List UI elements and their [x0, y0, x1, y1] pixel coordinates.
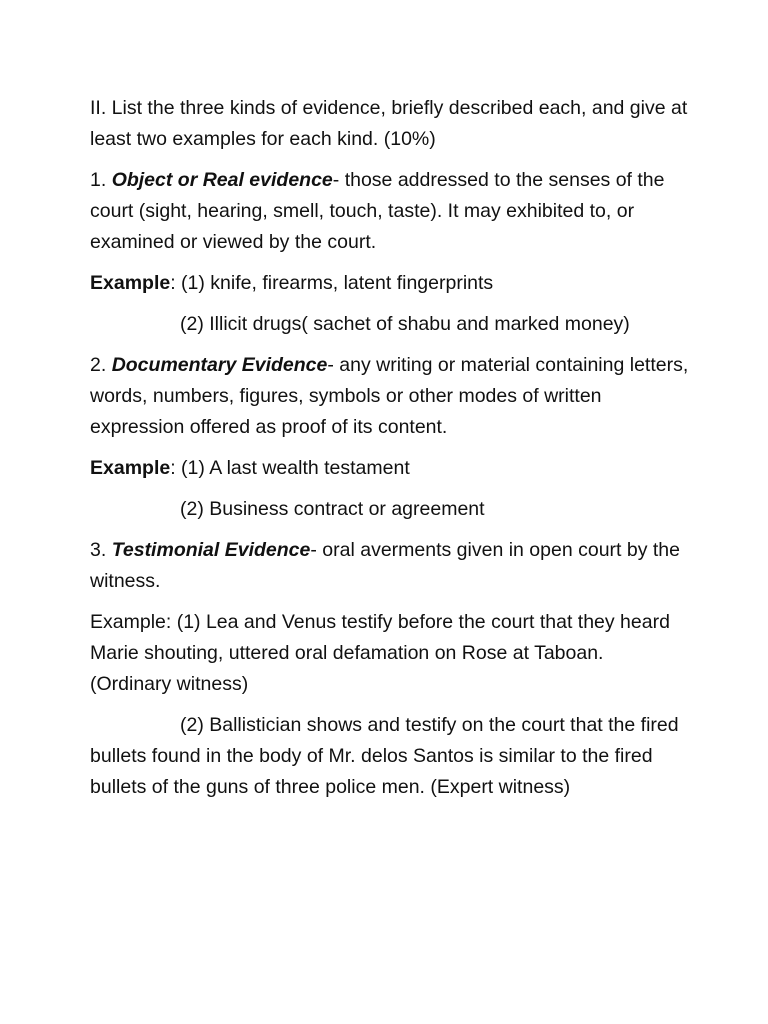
- item-1-term: Object or Real evidence: [111, 169, 333, 191]
- item-3-definition: [90, 535, 690, 597]
- item-1-example-1-text: : (1) knife, firearms, latent fingerprints: [170, 272, 494, 294]
- item-2-number: 2.: [90, 354, 112, 376]
- item-2-term: Documentary Evidence: [111, 354, 328, 376]
- item-1-example-1: [90, 268, 690, 299]
- document-page: [90, 93, 690, 813]
- item-1-definition: [90, 165, 690, 258]
- item-3-example-2: [90, 710, 690, 803]
- item-3-term: Testimonial Evidence: [111, 539, 311, 561]
- item-3-number: 3.: [90, 539, 112, 561]
- question-text: II. List the three kinds of evidence, briefly described each, and give at least two examples for each kind. (10%): [90, 97, 688, 150]
- item-3-description: - oral averments given in open court by the witness.: [90, 539, 680, 592]
- item-2-example-1: [90, 453, 690, 484]
- item-1-example-label: Example: [90, 272, 171, 294]
- item-1-description: - those addressed to the senses of the court (sight, hearing, smell, touch, taste). It may exhibited to, or examined or viewed by the court.: [90, 169, 665, 253]
- item-1-number: 1.: [90, 169, 112, 191]
- item-3-example-1: Example: (1) Lea and Venus testify before the court that they heard Marie shouting, uttered oral defamation on Rose at Taboan. (Ordinary witness): [90, 611, 670, 695]
- item-2-definition: [90, 350, 690, 443]
- item-1-example-2: (2) Illicit drugs( sachet of shabu and marked money): [180, 313, 630, 335]
- item-2-example-2: (2) Business contract or agreement: [180, 498, 485, 520]
- item-2-description: - any writing or material containing letters, words, numbers, figures, symbols or other modes of written expression offered as proof of its content.: [90, 354, 689, 438]
- item-2-example-1-text: : (1) A last wealth testament: [170, 457, 410, 479]
- item-3-example-2-text: (2) Ballistician shows and testify on the court that the fired bullets found in the body of Mr. delos Santos is similar to the fired bullets of the guns of three police men. (Expert witness): [90, 714, 679, 798]
- item-2-example-label: Example: [90, 457, 171, 479]
